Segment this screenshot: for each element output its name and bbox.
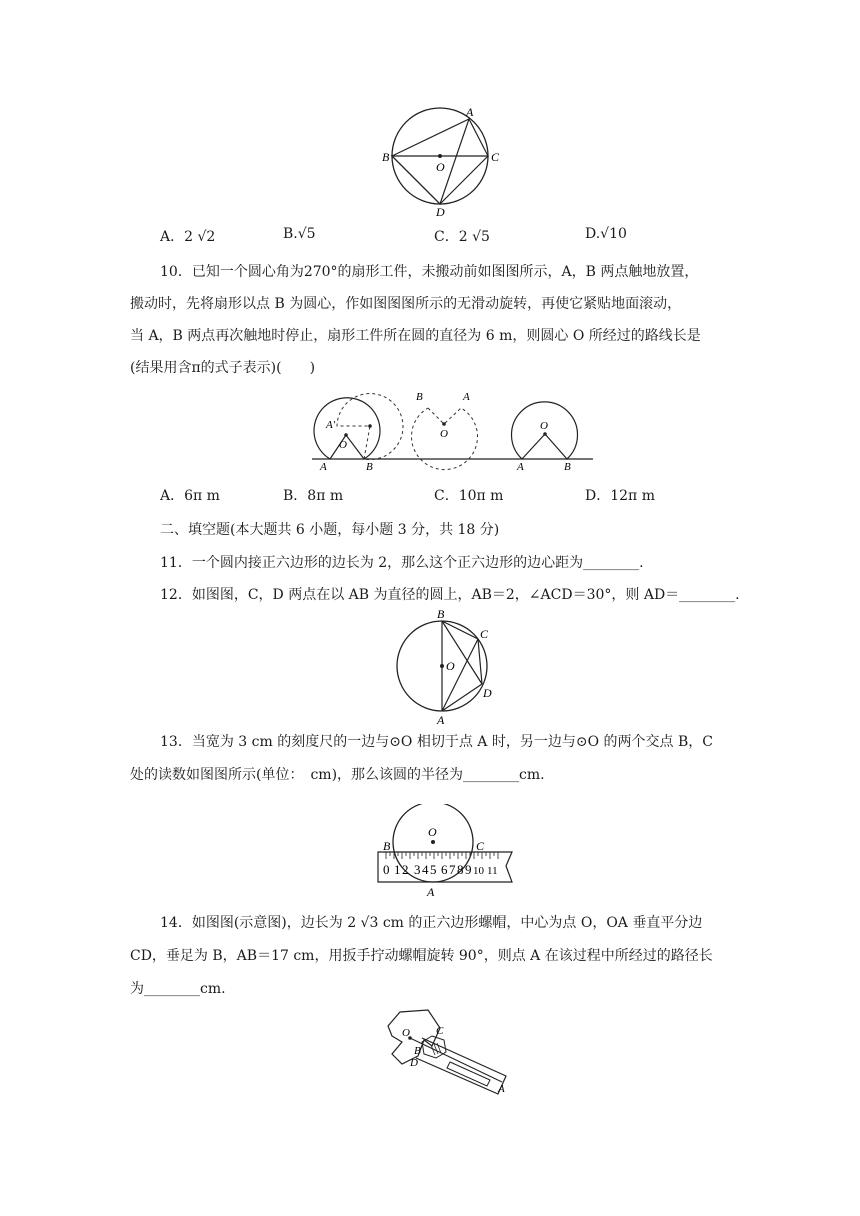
q13-label-b: B — [383, 839, 391, 853]
ruler-num-7: 7 — [449, 862, 456, 877]
q10-label-b3: B — [564, 461, 571, 473]
ruler-num-6: 6 — [441, 862, 448, 877]
q10-label-a3: A — [517, 461, 524, 473]
q10-option-b: B．8π m — [283, 488, 344, 504]
q10-option-d: D．12π m — [585, 488, 655, 504]
ruler-num-0: 0 — [383, 862, 390, 877]
q10-label-o2: O — [440, 428, 448, 440]
q14-label-b: B — [414, 1045, 421, 1057]
q14-label-d: D — [410, 1057, 418, 1069]
q9-label-c: C — [491, 150, 500, 164]
q10-line-1: 10．已知一个圆心角为270°的扇形工件，未搬动前如图图所示，A，B 两点触地放置， — [160, 264, 699, 280]
q9-label-b: B — [382, 150, 390, 164]
q13-line-2: 处的读数如图图所示(单位： cm)，那么该圆的半径为________cm. — [130, 767, 545, 783]
ruler-num-8: 8 — [457, 862, 464, 877]
q11-text: 11．一个圆内接正六边形的边长为 2，那么这个正六边形的边心距为________. — [160, 555, 644, 571]
q13-figure — [372, 804, 522, 904]
q12-figure — [390, 606, 510, 728]
q12-label-c: C — [480, 627, 489, 641]
ruler-num-2: 2 — [402, 862, 409, 877]
q10-label-a1: A' — [326, 419, 336, 431]
q12-label-b: B — [437, 607, 445, 621]
q10-line-2: 搬动时，先将扇形以点 B 为圆心，作如图图图所示的无滑动旋转，再使它紧贴地面滚动， — [130, 296, 682, 312]
q10-label-b: B — [366, 461, 373, 473]
q10-label-b2: B — [416, 391, 423, 403]
q10-option-a: A．6π m — [160, 488, 220, 504]
q10-figure — [308, 386, 598, 474]
ruler-num-4: 4 — [422, 862, 429, 877]
ruler-num-11: 11 — [487, 865, 498, 877]
q12-label-a: A — [437, 713, 445, 727]
q9-option-c: C．2 √5 — [434, 229, 490, 245]
ruler-num-10: 10 — [473, 865, 484, 877]
q14-line-1: 14．如图图(示意图)，边长为 2 √3 cm 的正六边形螺帽，中心为点 O，OA 垂直平分边 — [160, 915, 703, 931]
q9-option-b: B.√5 — [283, 226, 316, 242]
q12-label-o: O — [446, 659, 455, 673]
q9-label-o: O — [436, 160, 445, 174]
q14-label-c: C — [436, 1025, 444, 1037]
q9-label-a: A — [466, 105, 474, 119]
q10-line-4: (结果用含π的式子表示)( ) — [130, 360, 316, 376]
q14-figure — [378, 1006, 518, 1098]
ruler-num-3: 3 — [414, 862, 421, 877]
q13-label-a: A — [427, 885, 435, 899]
ruler-num-9: 9 — [465, 862, 472, 877]
q10-line-3: 当 A，B 两点再次触地时停止，扇形工件所在圆的直径为 6 m，则圆心 O 所经过的路线长是 — [130, 328, 701, 344]
q9-option-d: D.√10 — [585, 226, 627, 242]
q12-label-d: D — [483, 686, 492, 700]
q10-label-a: A — [320, 461, 327, 473]
q13-label-o: O — [428, 825, 437, 839]
q13-label-c: C — [476, 839, 485, 853]
q9-figure — [380, 98, 510, 220]
q9-label-d: D — [436, 205, 445, 219]
q14-label-a: A — [498, 1083, 505, 1095]
q14-line-3: 为________cm. — [130, 981, 226, 997]
ruler-num-5: 5 — [430, 862, 437, 877]
ruler-num-1: 1 — [394, 862, 401, 877]
q10-option-c: C．10π m — [434, 488, 504, 504]
q13-line-1: 13．当宽为 3 cm 的刻度尺的一边与⊙O 相切于点 A 时，另一边与⊙O 的两个交点 B，C — [160, 734, 713, 750]
q10-label-o3: O — [540, 420, 548, 432]
q10-label-a2: A — [463, 391, 470, 403]
q9-option-a: A．2 √2 — [160, 229, 216, 245]
q12-text: 12．如图图，C，D 两点在以 AB 为直径的圆上，AB＝2，∠ACD＝30°，则 AD＝________. — [160, 587, 740, 603]
q14-line-2: CD，垂足为 B，AB＝17 cm，用扳手拧动螺帽旋转 90°，则点 A 在该过程中所经过的路径长 — [130, 948, 713, 964]
section-heading: 二、填空题(本大题共 6 小题，每小题 3 分，共 18 分) — [160, 522, 500, 538]
q10-label-o: O — [339, 439, 347, 451]
q14-label-o: O — [402, 1027, 410, 1039]
